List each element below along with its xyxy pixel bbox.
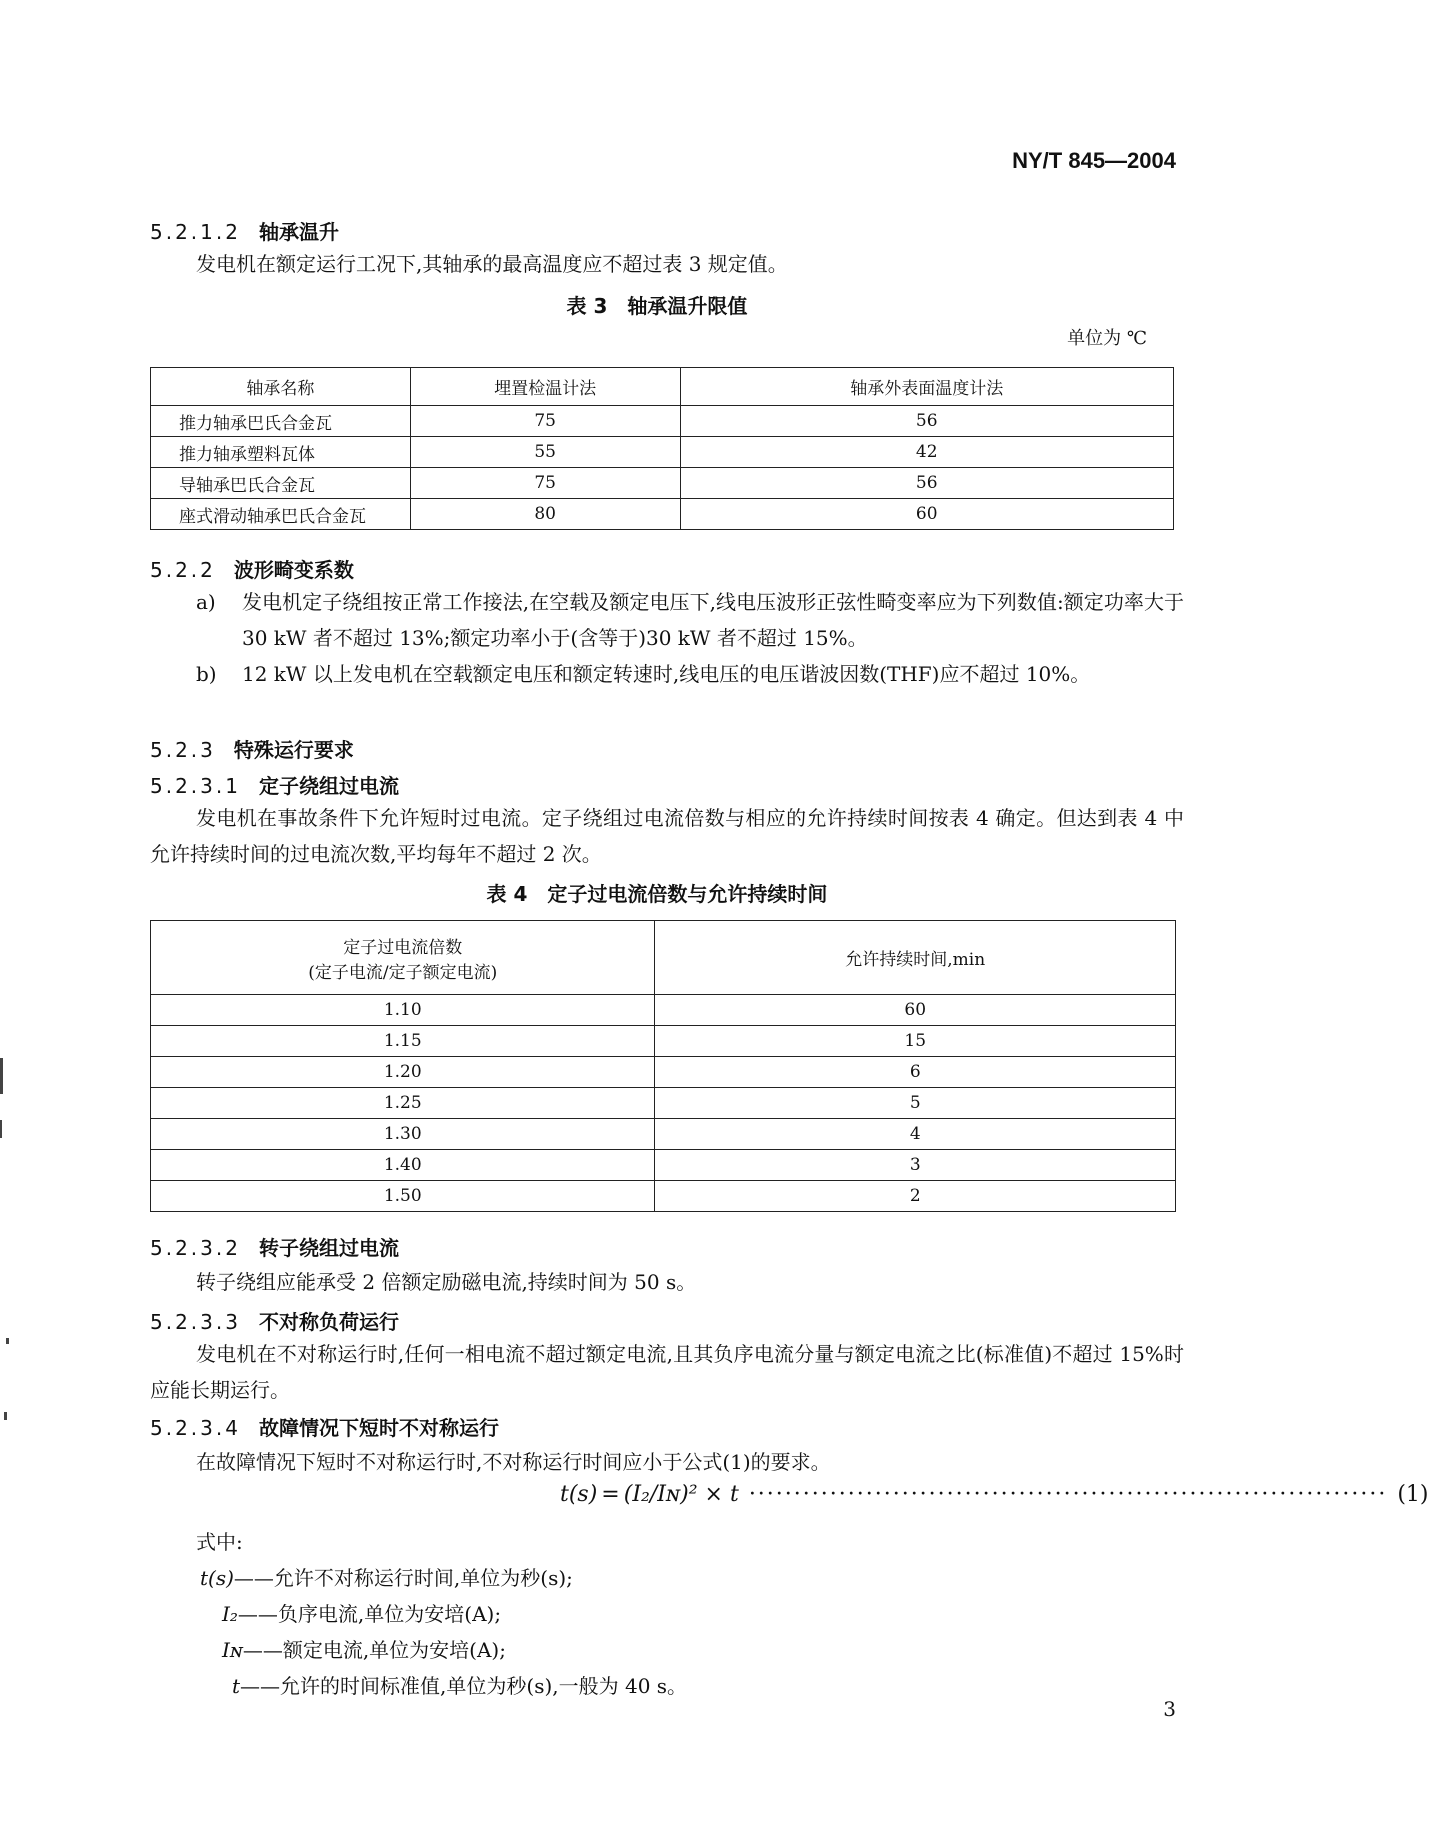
legend-symbol: I₂ — [222, 1602, 238, 1626]
section-heading-5-2-2 — [150, 554, 354, 583]
paragraph-5-2-3-1: 发电机在事故条件下允许短时过电流。定子绕组过电流倍数与相应的允许持续时间按表 4 确定。但达到表 4 中允许持续时间的过电流次数,平均每年不超过 2 次。 — [150, 806, 1184, 866]
table-cell: 1.30 — [151, 1119, 655, 1150]
table-row — [151, 468, 1174, 499]
list-item-text: 发电机定子绕组按正常工作接法,在空载及额定电压下,线电压波形正弦性畸变率应为下列数值:额定功率大于 30 kW 者不超过 13%;额定功率小于(含等于)30 kW 者不超过 15%。 — [242, 590, 1184, 650]
table-cell: 75 — [410, 406, 680, 437]
legend-symbol: t(s) — [200, 1566, 234, 1590]
section-number: 5.2.1.2 — [150, 220, 241, 244]
table-row — [151, 1088, 1176, 1119]
list-item-label: a) — [196, 590, 216, 614]
table-cell: 2 — [655, 1181, 1176, 1212]
table-header-cell: 轴承名称 — [151, 368, 411, 406]
section-heading-5-2-1-2 — [150, 216, 339, 245]
list-item-a — [196, 584, 1184, 656]
table-cell: 1.50 — [151, 1181, 655, 1212]
table-cell: 75 — [410, 468, 680, 499]
legend-item — [200, 1560, 573, 1596]
table-row — [151, 406, 1174, 437]
table4 — [150, 920, 1176, 1212]
table-cell: 1.10 — [151, 995, 655, 1026]
table-row — [151, 1181, 1176, 1212]
table-cell: 推力轴承塑料瓦体 — [151, 437, 411, 468]
section-heading-5-2-3-3 — [150, 1306, 399, 1335]
table-header-cell: 允许持续时间,min — [655, 921, 1176, 995]
formula-lhs: t(s) — [560, 1482, 598, 1507]
scan-artifact — [0, 1120, 2, 1138]
section-number: 5.2.3.2 — [150, 1236, 241, 1260]
table-cell: 4 — [655, 1119, 1176, 1150]
table-cell: 1.40 — [151, 1150, 655, 1181]
legend-item — [232, 1668, 687, 1704]
table3-caption: 表 3 轴承温升限值 — [566, 294, 748, 318]
table-cell: 42 — [680, 437, 1174, 468]
section-number: 5.2.3.3 — [150, 1310, 241, 1334]
legend-desc: ——允许不对称运行时间,单位为秒(s); — [233, 1566, 573, 1590]
formula-leader-dots: ······································································· — [748, 1482, 1388, 1507]
table-cell: 80 — [410, 499, 680, 530]
table-cell: 55 — [410, 437, 680, 468]
table-header-row — [151, 921, 1176, 995]
section-title: 不对称负荷运行 — [258, 1310, 399, 1334]
table-row — [151, 1026, 1176, 1057]
section-title: 波形畸变系数 — [233, 558, 354, 582]
scan-artifact — [0, 1058, 3, 1094]
legend-desc: ——允许的时间标准值,单位为秒(s),一般为 40 s。 — [240, 1674, 688, 1698]
list-item-label: b) — [196, 662, 217, 686]
table-cell: 60 — [655, 995, 1176, 1026]
table-row — [151, 499, 1174, 530]
section-number: 5.2.2 — [150, 558, 216, 582]
table-cell: 15 — [655, 1026, 1176, 1057]
list-item-text: 12 kW 以上发电机在空载额定电压和额定转速时,线电压的电压谐波因数(THF)应不超过 10%。 — [242, 662, 1091, 686]
legend-item — [222, 1596, 501, 1632]
paragraph-5-2-3-2: 转子绕组应能承受 2 倍额定励磁电流,持续时间为 50 s。 — [196, 1270, 697, 1294]
formula-equals: = — [601, 1482, 620, 1507]
scan-artifact — [6, 1338, 9, 1344]
formula-rhs: (I₂/Iɴ)² × t — [623, 1482, 739, 1507]
formula-number: (1) — [1397, 1482, 1429, 1507]
section-title: 特殊运行要求 — [233, 738, 354, 762]
table-header-cell — [151, 921, 655, 995]
header-line: (定子电流/定子额定电流) — [308, 962, 498, 983]
table-cell: 1.20 — [151, 1057, 655, 1088]
section-number: 5.2.3.4 — [150, 1416, 241, 1440]
table-row — [151, 1150, 1176, 1181]
table-cell: 导轴承巴氏合金瓦 — [151, 468, 411, 499]
table3-unit: 单位为 ℃ — [1067, 328, 1147, 349]
table-header-cell: 埋置检温计法 — [410, 368, 680, 406]
legend-intro: 式中: — [196, 1530, 243, 1554]
scan-artifact — [4, 1412, 7, 1420]
table-cell: 6 — [655, 1057, 1176, 1088]
legend-desc: ——额定电流,单位为安培(A); — [242, 1638, 506, 1662]
document-id: NY/T 845—2004 — [1012, 148, 1176, 173]
paragraph-5-2-3-4: 在故障情况下短时不对称运行时,不对称运行时间应小于公式(1)的要求。 — [196, 1450, 831, 1474]
table-cell: 1.25 — [151, 1088, 655, 1119]
table-header-row — [151, 368, 1174, 406]
table-row — [151, 437, 1174, 468]
legend-symbol: t — [232, 1674, 241, 1698]
paragraph-5-2-3-3: 发电机在不对称运行时,任何一相电流不超过额定电流,且其负序电流分量与额定电流之比(标准值)不超过 15%时应能长期运行。 — [150, 1342, 1184, 1402]
section-number: 5.2.3 — [150, 738, 216, 762]
section-heading-5-2-3-2 — [150, 1232, 399, 1261]
table-row — [151, 995, 1176, 1026]
table3 — [150, 367, 1174, 530]
table-row — [151, 1057, 1176, 1088]
section-title: 故障情况下短时不对称运行 — [258, 1416, 499, 1440]
section-number: 5.2.3.1 — [150, 774, 241, 798]
list-item-b — [196, 656, 1184, 692]
table-row — [151, 1119, 1176, 1150]
section-heading-5-2-3-4 — [150, 1412, 499, 1441]
table-cell: 56 — [680, 468, 1174, 499]
legend-desc: ——负序电流,单位为安培(A); — [237, 1602, 502, 1626]
table-cell: 5 — [655, 1088, 1176, 1119]
table-header-cell: 轴承外表面温度计法 — [680, 368, 1174, 406]
section-title: 转子绕组过电流 — [258, 1236, 399, 1260]
section-heading-5-2-3-1 — [150, 770, 399, 799]
header-line: 定子过电流倍数 — [343, 937, 463, 958]
paragraph-5-2-1-2: 发电机在额定运行工况下,其轴承的最高温度应不超过表 3 规定值。 — [196, 252, 788, 276]
table-cell: 推力轴承巴氏合金瓦 — [151, 406, 411, 437]
table-cell: 1.15 — [151, 1026, 655, 1057]
table-cell: 56 — [680, 406, 1174, 437]
table-cell: 座式滑动轴承巴氏合金瓦 — [151, 499, 411, 530]
legend-item — [222, 1632, 506, 1668]
formula-1 — [560, 1482, 1429, 1507]
legend-symbol: Iɴ — [222, 1638, 243, 1662]
section-heading-5-2-3 — [150, 734, 354, 763]
page-number: 3 — [1163, 1697, 1176, 1721]
section-title: 轴承温升 — [258, 220, 339, 244]
section-title: 定子绕组过电流 — [258, 774, 399, 798]
table-cell: 60 — [680, 499, 1174, 530]
table4-caption: 表 4 定子过电流倍数与允许持续时间 — [486, 882, 828, 906]
table-cell: 3 — [655, 1150, 1176, 1181]
